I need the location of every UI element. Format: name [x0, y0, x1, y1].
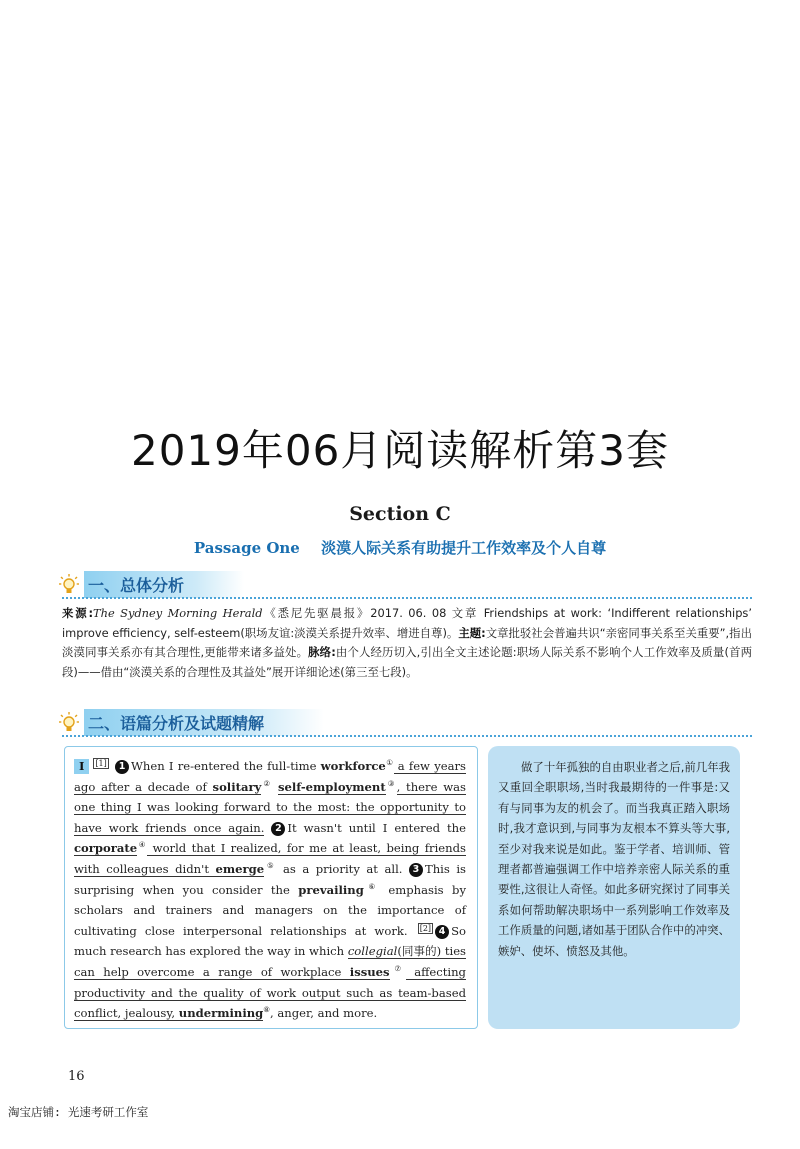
vocab-word: collegial: [347, 944, 398, 959]
sentence-number: 2: [271, 822, 285, 836]
sentence-2-part: world that I realized, for me at least, being friends with colleagues didn't: [74, 841, 466, 876]
sentence-1-part: , there was one thing I was looking forward to the most: the opportunity to have work friends once again.: [74, 779, 466, 835]
shop-label: 淘宝店铺: 光速考研工作室: [8, 1105, 149, 1119]
sentence-1-part: a few years ago after a decade of: [74, 759, 467, 794]
english-passage-text: [74, 756, 466, 1024]
analysis-heading: 二、语篇分析及试题精解: [84, 709, 324, 736]
passage-title-cn: 淡漠人际关系有助提升工作效率及个人自尊: [321, 539, 607, 557]
overview-heading: 一、总体分析: [84, 571, 244, 598]
vocab-note: ②: [261, 778, 273, 788]
vocab-note: ⑦: [389, 964, 406, 974]
sentence-3-part: emphasis by scholars and trainers and managers on the importance of cultivating close interpersonal relationships at work.: [74, 882, 466, 938]
annotation-box-marker: [2]: [419, 923, 432, 933]
translation-text: 做了十年孤独的自由职业者之后,前几年我又重回全职职场,当时我最期待的一件事是:又有与同事为友的机会了。而当我真正踏入职场时,我才意识到,与同事为友根本不算头等大事,至少对我来说是如此。鉴于学者、培训师、管理者都普遍强调工作中培养亲密人际关系的重要性,这很让人奇怪。如此多研究探讨了同事关系如何帮助解决职场中一系列影响工作效率及工作质量的问题,诸如基于团队合作中的冲突、嫉妒、使坏、愤怒及其他。: [498, 760, 730, 958]
sentence-4-part: affecting productivity and the quality of work output such as team-based conflict, jealousy,: [74, 964, 466, 1021]
topic-text: 文章批驳社会普遍共识“亲密同事关系至关重要”,指出淡漠同事关系亦有其合理性,更能带来诸多益处。: [62, 625, 752, 659]
sentence-number: 1: [115, 760, 129, 774]
page-main-title: 2019年06月阅读解析第3套: [130, 426, 670, 475]
vocab-word: emerge: [215, 861, 265, 876]
sentence-3-part: This is surprising when you consider the: [74, 861, 467, 897]
context-label: 脉络:: [308, 645, 336, 659]
vocab-word: undermining: [178, 1006, 264, 1021]
vocab-word: corporate: [74, 841, 138, 856]
page-number: 16: [68, 1069, 85, 1084]
vocab-note: ⑧: [263, 1005, 270, 1015]
vocab-word: issues: [349, 964, 390, 979]
vocab-note: ③: [385, 778, 397, 788]
source-cn: 《悉尼先驱晨报》: [262, 606, 371, 620]
passage-heading: [0, 537, 800, 558]
overview-text: [62, 604, 752, 682]
section-title: Section C: [349, 503, 451, 525]
source-label: 来源:: [62, 606, 94, 620]
vocab-note: ①: [385, 758, 394, 768]
overview-divider: [62, 597, 752, 599]
sentence-1-part: When I re-entered the full-time: [131, 759, 321, 773]
sentence-number: 3: [409, 863, 423, 877]
vocab-word: solitary: [212, 779, 262, 794]
vocab-word: workforce: [320, 759, 386, 773]
vocab-gloss: (同事的): [397, 944, 442, 959]
vocab-word: prevailing: [298, 882, 364, 897]
vocab-note: ④: [137, 840, 148, 850]
passage-label: Passage One: [193, 539, 300, 557]
annotation-box-marker: [1]: [95, 759, 107, 768]
lightbulb-icon: [58, 711, 80, 733]
sentence-number: 4: [435, 925, 449, 939]
source-en: The Sydney Morning Herald: [93, 606, 263, 620]
sentence-4-part: So much research has explored the way in which: [74, 923, 466, 959]
sentence-4-part: ties can help overcome a range of workplace: [74, 944, 467, 979]
context-text: 由个人经历切入,引出全文主述论题:职场人际关系不影响个人工作效率及质量(首两段)——借由“淡漠关系的合理性及其益处”展开详细论述(第三至七段)。: [62, 645, 752, 679]
sentence-2-part: as a priority at all.: [276, 861, 403, 876]
analysis-divider: [62, 735, 752, 737]
paragraph-marker: I: [74, 759, 89, 774]
vocab-note: ⑥: [363, 881, 380, 891]
vocab-note: ⑤: [264, 861, 277, 871]
overview-heading-bar: [58, 572, 244, 596]
sentence-2-part: It wasn't until I entered the: [287, 820, 466, 835]
topic-label: 主题:: [458, 625, 486, 640]
source-rest: 2017. 06. 08 文章 Friendships at work: ‘Indifferent relationships’ improve efficiency, self-esteem(职场友谊:淡漠关系提升效率、增进自尊)。: [62, 606, 752, 640]
lightbulb-icon: [58, 573, 80, 595]
analysis-heading-bar: [58, 710, 324, 734]
sentence-4-part: , anger, and more.: [270, 1006, 378, 1021]
vocab-word: self-employment: [277, 779, 386, 794]
